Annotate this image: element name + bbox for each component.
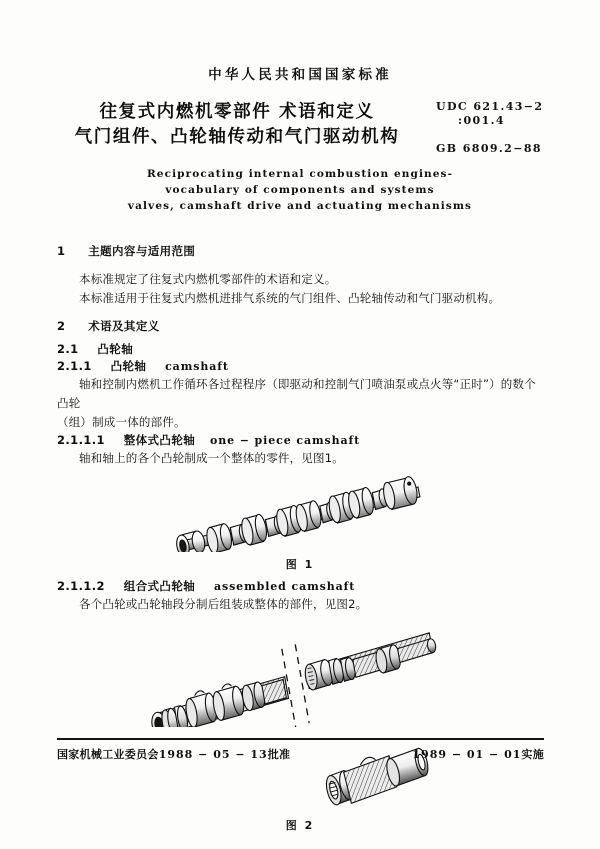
clause-heading-2-1-1-2	[57, 578, 543, 595]
clause-heading-1	[57, 243, 543, 260]
clause-heading-2	[57, 318, 543, 335]
gb-standard-number: GB 6809.2−88	[436, 142, 542, 155]
assembled-camshaft-drawing	[135, 622, 465, 727]
clause-1-paragraph-2: 本标准适用于往复式内燃机进排气系统的气门组件、凸轮轴传动和气门驱动机构。	[79, 291, 501, 305]
approval-statement	[57, 746, 290, 762]
clause-number-1: 1	[57, 244, 66, 258]
effective-suffix: 实施	[521, 748, 544, 761]
clause-number-2-1: 2.1	[57, 342, 79, 356]
clause-2-1-1-2-paragraph-1: 各个凸轮或凸轮轴段分制后组装成整体的部件，见图2。	[79, 597, 368, 611]
figure-2-caption: 图 2	[285, 819, 315, 832]
document-title-block	[52, 100, 422, 150]
clause-title-2: 术语及其定义	[88, 319, 160, 333]
figure-1-container	[57, 474, 543, 572]
clause-title-2-1-1-1: 整体式凸轮轴	[123, 433, 196, 447]
one-piece-camshaft-drawing	[145, 474, 455, 552]
figure-1-caption: 图 1	[285, 558, 315, 571]
clause-1-paragraph-1: 本标准规定了往复式内燃机零部件的术语和定义。	[79, 272, 337, 286]
effective-date: 1989 − 01 − 01	[412, 748, 522, 761]
clause-heading-2-1-1	[57, 358, 543, 375]
title-line-2: 气门组件、凸轮轴传动和气门驱动机构	[74, 127, 400, 147]
approval-suffix: 批准	[267, 748, 291, 761]
english-title-line-2: vocabulary of components and systems	[165, 184, 435, 196]
clause-2-1-1-1-paragraph-1: 轴和轴上的各个凸轮制成一个整体的零件，见图1。	[79, 451, 344, 465]
national-standard-header: 中华人民共和国国家标准	[208, 67, 392, 83]
clause-2-1-1-2-english-term: assembled camshaft	[213, 580, 356, 593]
footer-divider	[57, 738, 544, 740]
clause-2-1-1-english-term: camshaft	[165, 360, 229, 373]
clause-title-1: 主题内容与适用范围	[88, 244, 196, 258]
clause-number-2-1-1-1: 2.1.1.1	[57, 433, 105, 447]
document-footer	[57, 746, 544, 762]
udc-code: UDC 621.43−2	[436, 100, 544, 113]
approver-name: 国家机械工业委员会	[57, 748, 159, 761]
clause-number-2-1-1: 2.1.1	[57, 359, 92, 373]
clause-title-2-1: 凸轮轴	[97, 342, 134, 356]
standard-code-block	[436, 100, 586, 156]
clause-heading-2-1-1-1	[57, 432, 543, 449]
english-title-block	[0, 166, 600, 214]
effective-statement	[412, 746, 544, 762]
approval-date: 1988 − 05 − 13	[158, 748, 268, 761]
clause-2-1-1-paragraph-2: （组）制成一体的部件。	[57, 415, 186, 429]
figure-2-container	[57, 622, 543, 833]
clause-title-2-1-1-2: 组合式凸轮轴	[123, 579, 196, 593]
title-line-1: 往复式内燃机零部件 术语和定义	[99, 102, 375, 122]
clause-2-1-1-1-english-term: one − piece camshaft	[209, 434, 361, 447]
english-title-line-1: Reciprocating internal combustion engines-	[146, 168, 454, 180]
udc-code-sub: :001.4	[458, 114, 505, 127]
clause-number-2-1-1-2: 2.1.1.2	[57, 579, 105, 593]
english-title-line-3: valves, camshaft drive and actuating mechanisms	[127, 200, 473, 212]
clause-2-1-1-paragraph-1: 轴和控制内燃机工作循环各过程程序（即驱动和控制气门喷油泵或点火等“正时”）的数个凸轮	[57, 377, 536, 410]
clause-number-2: 2	[57, 319, 66, 333]
clause-heading-2-1	[57, 341, 543, 358]
document-body	[57, 243, 543, 833]
clause-title-2-1-1: 凸轮轴	[110, 359, 147, 373]
